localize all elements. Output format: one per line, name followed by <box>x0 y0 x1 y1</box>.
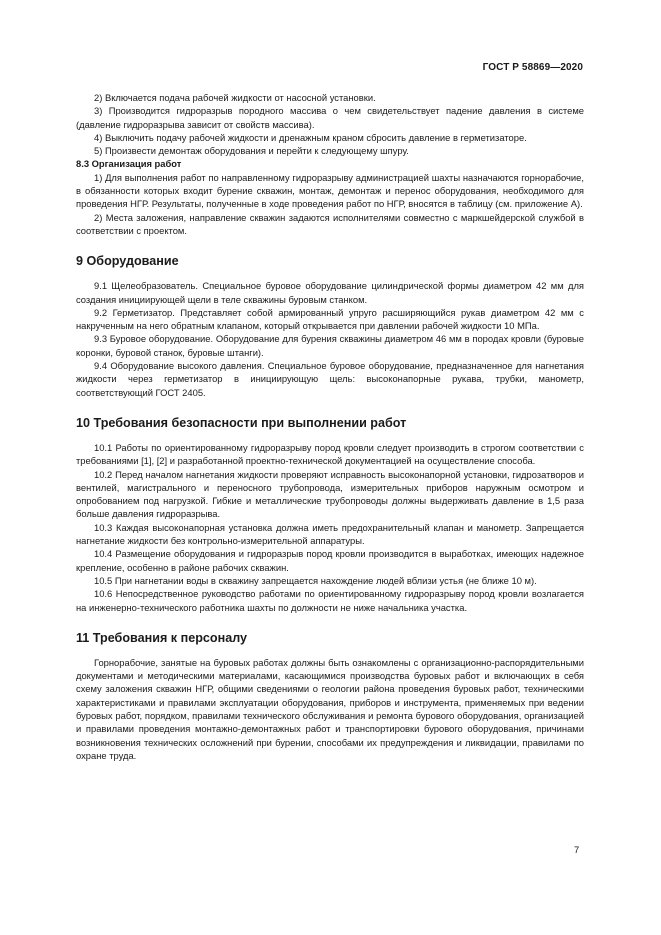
subsection-title: 8.3 Организация работ <box>76 158 182 170</box>
section-title: 11 Требования к персоналу <box>76 630 248 645</box>
paragraph: 9.4 Оборудование высокого давления. Специальное буровое оборудование, предназначенное для нагнетания жидкости через герметизатор в инициирующую щель: высоконапорные рукава, трубки, манометр, соответствующий ГОСТ 2405. <box>76 360 584 398</box>
document-header: ГОСТ Р 58869—2020 <box>482 62 583 73</box>
paragraph: 10.2 Перед началом нагнетания жидкости проверяют исправность высоконапорной установки, гидрозатворов и вентилей, магистрального и переносного трубопровода, измерительных приборов наружным осмотром и опробованием под нагрузкой. Гибкие и металлические трубопроводы должны выдерживать давление в 1,5 раза больше давления гидроразрыва. <box>76 468 584 520</box>
document-body <box>76 91 584 762</box>
paragraph: 9.1 Щелеобразователь. Специальное буровое оборудование цилиндрической формы диаметром 42 мм для создания инициирующей щели в теле скважины буровым станком. <box>76 280 584 305</box>
paragraph: 10.1 Работы по ориентированному гидроразрыву пород кровли следует производить в строгом соответствии с требованиями [1], [2] и разработанной проектно-технической документацией на осуществление способа. <box>76 441 584 467</box>
paragraph: 5) Произвести демонтаж оборудования и перейти к следующему шпуру. <box>94 145 409 157</box>
paragraph: 3) Производится гидроразрыв породного массива о чем свидетельствует падение давления в системе (давление гидроразрыва зависит от свойств массива). <box>76 105 584 130</box>
paragraph: 9.3 Буровое оборудование. Оборудование для бурения скважины диаметром 46 мм в породах кровли (буровые коронки, буровой станок, буровые штанги). <box>76 333 584 358</box>
paragraph: 9.2 Герметизатор. Представляет собой армированный упруго расширяющийся рукав диаметром 42 мм с накрученным на него обратным клапаном, который открывается при давлении рабочей жидкости 10 МПа. <box>76 306 584 332</box>
paragraph: Горнорабочие, занятые на буровых работах должны быть ознакомлены с организационно-распорядительными документами и методическими материалами, касающимися производства буровых работ и включающих в себя схему заложения скважин НГР, общими сведениями о геологии района проведения буровых работ, техническими характеристиками и правилами эксплуатации оборудования, приборов и инструмента, применяемых при ведении буровых работ, порядком, правилами технического обслуживания и ремонта бурового оборудования, организацией и правилами проведения монтажно-демонтажных работ и транспортировки бурового оборудования, причинами возникновения технических осложнений при бурении, способами их предупреждения и ликвидации, правилами по охране труда. <box>76 656 584 761</box>
paragraph: 10.5 При нагнетании воды в скважину запрещается нахождение людей вблизи устья (не ближе 10 м). <box>94 574 537 586</box>
paragraph: 2) Места заложения, направление скважин задаются исполнителями совместно с маркшейдерской службой в соответствии с проектом. <box>76 211 584 236</box>
paragraph: 10.6 Непосредственное руководство работами по ориентированному гидроразрыву пород кровли возлагается на инженерно-технического работника шахты по должности не ниже начальника участка. <box>76 588 584 613</box>
paragraph: 2) Включается подача рабочей жидкости от насосной установки. <box>94 92 376 103</box>
page-number: 7 <box>574 844 580 855</box>
paragraph: 1) Для выполнения работ по направленному гидроразрыву администрацией шахты назначаются горнорабочие, в обязанности которых входит бурение скважин, монтаж, демонтаж и перенос оборудования, необходимого для проведения НГР. Результаты, полученные в ходе проведения работ по НГР, вносятся в таблицу (см. приложение А). <box>76 171 584 210</box>
paragraph: 10.3 Каждая высоконапорная установка должна иметь предохранительный клапан и манометр. Запрещается нагнетание жидкости без контрольно-измерительной аппаратуры. <box>76 521 584 547</box>
paragraph: 10.4 Размещение оборудования и гидроразрыв пород кровли производится в выработках, имеющих надежное крепление, особенно в районе рабочих скважин. <box>76 548 584 573</box>
paragraph: 4) Выключить подачу рабочей жидкости и дренажным краном сбросить давление в герметизаторе. <box>94 131 527 143</box>
section-title: 10 Требования безопасности при выполнении работ <box>76 415 407 430</box>
section-title: 9 Оборудование <box>76 254 179 269</box>
